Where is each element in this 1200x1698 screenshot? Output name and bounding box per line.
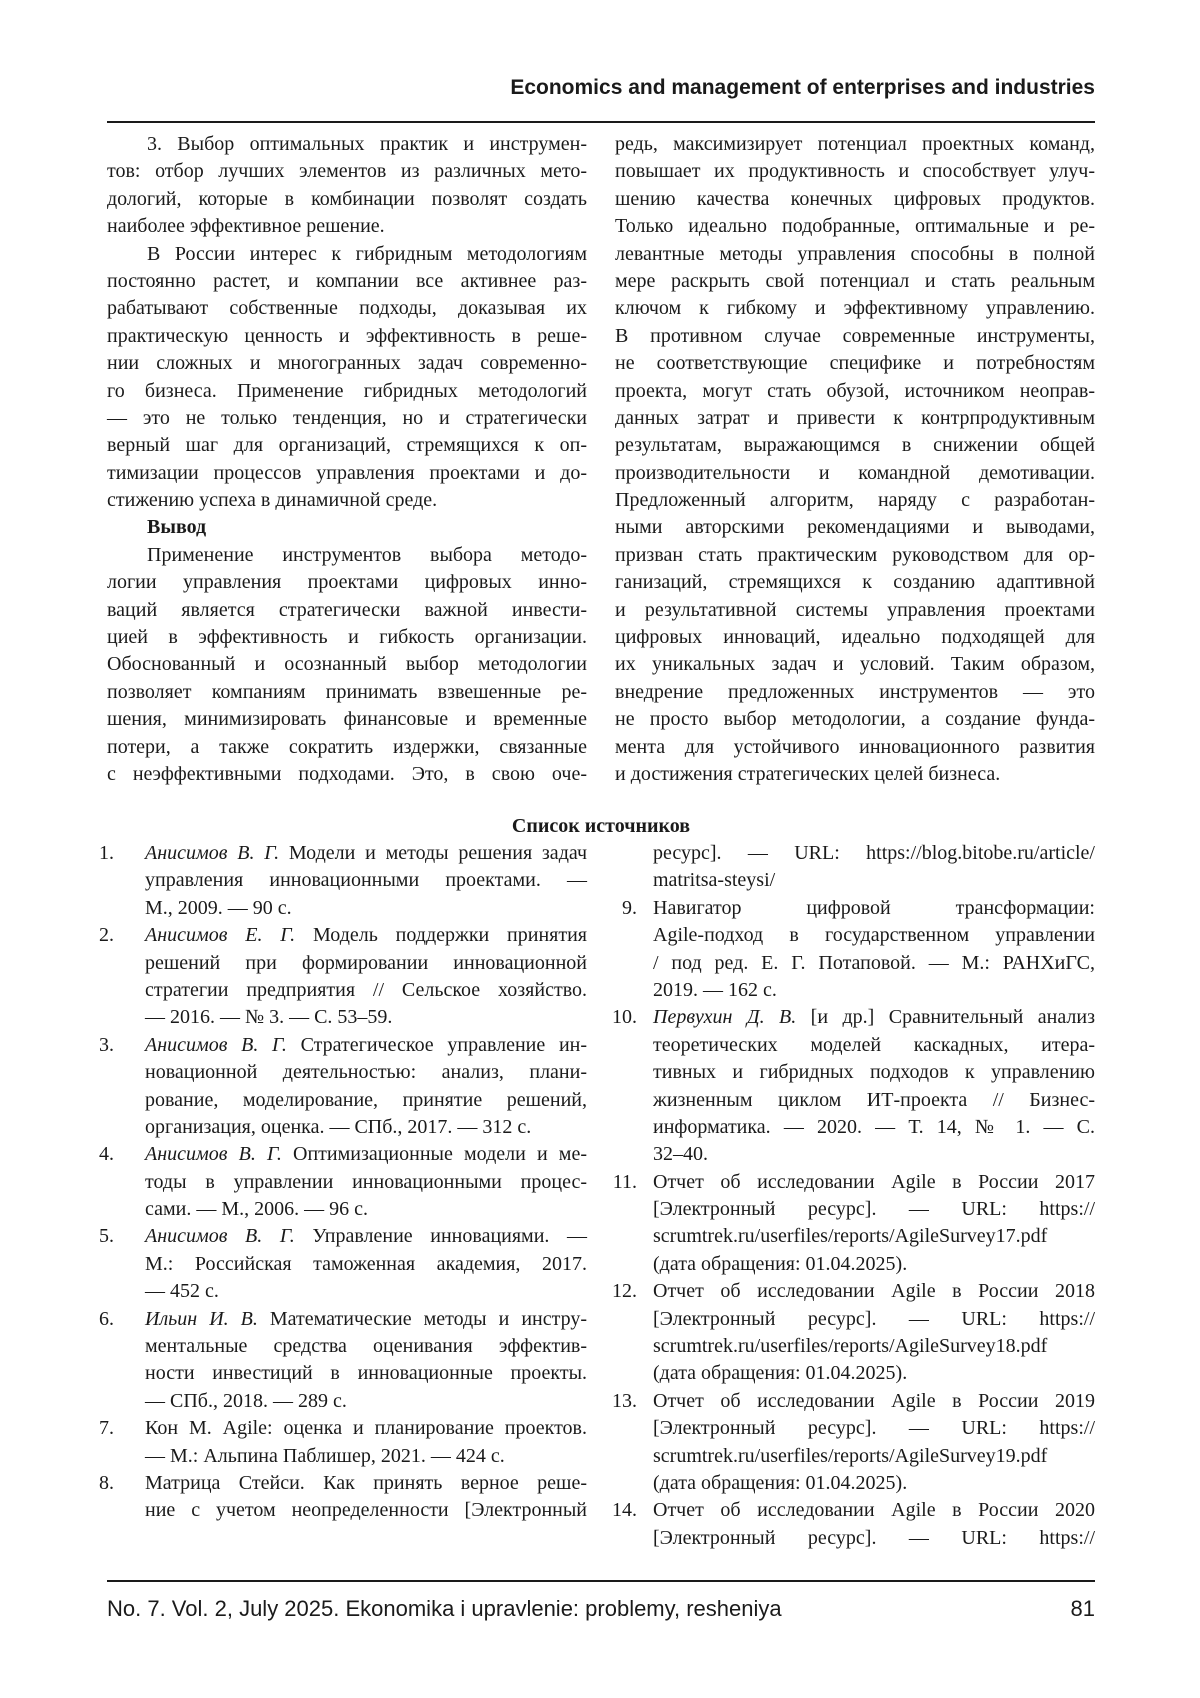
reference-line: стратегии предприятия // Сельское хозяйство. xyxy=(145,978,587,1001)
reference-line: жизненным циклом ИТ-проекта // Бизнес- xyxy=(653,1088,1095,1111)
text-line: цифровых инноваций, идеально подходящей для xyxy=(615,626,1095,649)
text-line: дологий, которые в комбинации позволят создать xyxy=(107,187,587,210)
footer-rule xyxy=(107,1580,1095,1582)
reference-number: 11. xyxy=(612,1170,637,1193)
reference-line: [Электронный ресурс]. — URL: https:// xyxy=(653,1526,1095,1549)
text-line: В России интерес к гибридным методологиям xyxy=(147,242,587,265)
text-line: внедрение предложенных инструментов — это xyxy=(615,680,1095,703)
reference-line xyxy=(145,1223,587,1250)
text-line: редь, максимизирует потенциал проектных команд, xyxy=(615,133,1095,155)
paragraph xyxy=(107,542,587,789)
reference-number: 8. xyxy=(99,1471,114,1494)
text-line: шению качества конечных цифровых продуктов. xyxy=(615,187,1095,210)
reference-line: организация, оценка. — СПб., 2017. — 312 с. xyxy=(145,1115,532,1138)
reference-line: [Электронный ресурс]. — URL: https:// xyxy=(653,1307,1095,1330)
text-line: тимизации процессов управления проектами и до- xyxy=(107,461,587,484)
text-line: стижению успеха в динамичной среде. xyxy=(107,489,438,512)
text-line: не соответствующие специфике и потребностям xyxy=(615,352,1095,375)
reference-number: 5. xyxy=(99,1225,114,1248)
reference-item xyxy=(612,1278,1095,1388)
reference-number: 9. xyxy=(622,896,637,919)
text-line: нии сложных и многогранных задач современно- xyxy=(107,352,587,375)
reference-item xyxy=(99,1470,587,1525)
text-line: и результативной системы управления проектами xyxy=(615,598,1095,621)
text-line: постоянно растет, и компании все активнее раз- xyxy=(107,269,587,292)
text-line: верный шаг для организаций, стремящихся к оп- xyxy=(107,434,587,457)
reference-text: Управление инновациями. — xyxy=(312,1225,588,1248)
text-line: позволяет компаниям принимать взвешенные ре- xyxy=(107,680,587,703)
reference-line: — СПб., 2018. — 289 с. xyxy=(145,1389,347,1412)
reference-number: 10. xyxy=(612,1006,637,1029)
reference-line: тоды в управлении инновационными процес- xyxy=(145,1170,587,1193)
reference-text: Модель поддержки принятия xyxy=(312,924,587,947)
header-rule xyxy=(107,121,1095,123)
section-heading: Вывод xyxy=(147,516,207,539)
reference-author: Анисимов В. Г. xyxy=(145,842,280,864)
reference-item xyxy=(612,1497,1095,1552)
reference-text: Модели и методы решения задач xyxy=(288,842,587,864)
text-line: проекта, могут стать обузой, источником неоправ- xyxy=(615,379,1095,402)
journal-citation: No. 7. Vol. 2, July 2025. Ekonomika i upravlenie: problemy, resheniya xyxy=(107,1596,782,1621)
text-line: ными авторскими рекомендациями и выводами, xyxy=(615,516,1095,539)
paragraph xyxy=(615,131,1095,788)
reference-line: matritsa-steysi/ xyxy=(653,869,776,892)
reference-item xyxy=(99,1223,588,1305)
reference-line xyxy=(145,1032,587,1059)
reference-line: / под ред. Е. Г. Потаповой. — М.: РАНХиГС, xyxy=(653,951,1095,974)
reference-line: 32–40. xyxy=(653,1143,708,1166)
reference-line: М., 2009. — 90 с. xyxy=(145,896,292,919)
reference-line: — 452 с. xyxy=(145,1280,219,1303)
body-column-left xyxy=(107,131,587,788)
text-line: производительности и командной демотивации. xyxy=(615,461,1095,484)
text-line: результатам, выражающимся в снижении общей xyxy=(615,434,1095,457)
text-line: наиболее эффективное решение. xyxy=(107,215,385,238)
text-line: ключом к гибкому и эффективному управлению. xyxy=(615,297,1095,320)
reference-number: 6. xyxy=(99,1307,114,1330)
reference-author: Анисимов В. Г. xyxy=(145,1033,287,1056)
reference-number: 1. xyxy=(99,842,114,864)
text-line: призван стать практическим руководством для ор- xyxy=(615,543,1095,566)
text-line: — это не только тенденция, но и стратегически xyxy=(107,406,587,429)
reference-line: scrumtrek.ru/userfiles/reports/AgileSurvey18.pdf xyxy=(653,1335,1048,1358)
reference-item xyxy=(612,1388,1095,1498)
reference-item xyxy=(615,840,1095,895)
reference-line: ние с учетом неопределенности [Электронный xyxy=(145,1499,587,1522)
reference-author: Анисимов В. Г. xyxy=(145,1225,295,1248)
page-number: 81 xyxy=(1070,1596,1095,1621)
reference-line: [Электронный ресурс]. — URL: https:// xyxy=(653,1417,1095,1440)
text-line: Только идеально подобранные, оптимальные и ре- xyxy=(615,215,1095,238)
text-line: Обоснованный и осознанный выбор методологии xyxy=(107,653,587,676)
text-line: В противном случае современные инструменты, xyxy=(615,324,1095,347)
reference-line: [Электронный ресурс]. — URL: https:// xyxy=(653,1198,1095,1221)
reference-line: управления инновационными проектами. — xyxy=(145,869,587,892)
reference-line: рование, моделирование, принятие решений, xyxy=(145,1088,587,1111)
reference-line xyxy=(653,1004,1095,1031)
reference-line: Навигатор цифровой трансформации: xyxy=(653,896,1095,919)
body-column-right xyxy=(615,131,1095,788)
reference-line: Отчет об исследовании Agile в России 2017 xyxy=(653,1170,1095,1193)
reference-line: 2019. — 162 с. xyxy=(653,978,777,1001)
text-line: тов: отбор лучших элементов из различных мето- xyxy=(107,160,587,183)
reference-line: ресурс]. — URL: https://blog.bitobe.ru/article/ xyxy=(653,842,1095,864)
reference-author: Анисимов В. Г. xyxy=(145,1143,282,1166)
text-line: ваций является стратегически важной инвести- xyxy=(107,598,587,621)
references-column-left xyxy=(99,840,588,1525)
paragraph xyxy=(107,131,587,241)
reference-line xyxy=(145,840,587,867)
reference-item xyxy=(99,1032,588,1142)
reference-line: scrumtrek.ru/userfiles/reports/AgileSurvey17.pdf xyxy=(653,1225,1048,1248)
text-line: шения, минимизировать финансовые и временные xyxy=(107,708,587,731)
reference-line: ности инвестиций в инновационные проекты. xyxy=(145,1362,587,1385)
reference-line: (дата обращения: 01.04.2025). xyxy=(653,1252,908,1275)
text-line: с неэффективными подходами. Это, в свою оче- xyxy=(107,762,587,785)
reference-line xyxy=(145,1141,587,1168)
reference-line xyxy=(145,922,587,949)
reference-item xyxy=(612,1004,1096,1168)
reference-author: Ильин И. В. xyxy=(145,1307,258,1330)
reference-line: М.: Российская таможенная академия, 2017. xyxy=(145,1252,587,1275)
reference-line xyxy=(145,1306,587,1333)
reference-item xyxy=(615,895,1095,1005)
reference-line: (дата обращения: 01.04.2025). xyxy=(653,1362,908,1385)
reference-text: Оптимизационные модели и ме- xyxy=(293,1143,587,1166)
text-line: ганизаций, стремящихся к созданию адаптивной xyxy=(615,571,1095,594)
text-line: логии управления проектами цифровых инно- xyxy=(107,571,587,594)
text-line: рабатывают собственные подходы, доказывая их xyxy=(107,297,587,320)
reference-number: 7. xyxy=(99,1417,114,1440)
text-line: повышает их продуктивность и способствует улуч- xyxy=(615,160,1095,183)
text-line: цией в эффективность и гибкость организации. xyxy=(107,626,587,649)
text-line: Предложенный алгоритм, наряду с разработан- xyxy=(615,489,1095,512)
reference-text: [и др.] Сравнительный анализ xyxy=(810,1006,1096,1029)
reference-number: 3. xyxy=(99,1033,114,1056)
text-line: 3. Выбор оптимальных практик и инструмен- xyxy=(147,133,587,155)
reference-line: тивных и гибридных подходов к управлению xyxy=(653,1061,1095,1084)
text-line: Применение инструментов выбора методо- xyxy=(147,543,587,566)
text-line: потери, а также сократить издержки, связанные xyxy=(107,735,587,758)
page-footer xyxy=(107,1596,1095,1622)
text-line: го бизнеса. Применение гибридных методологий xyxy=(107,379,587,402)
reference-author: Первухин Д. В. xyxy=(653,1006,797,1029)
reference-line: (дата обращения: 01.04.2025). xyxy=(653,1471,908,1494)
references-column-right xyxy=(612,840,1096,1552)
reference-text: Математические методы и инстру- xyxy=(269,1307,587,1330)
reference-item xyxy=(99,922,587,1032)
reference-line: информатика. — 2020. — Т. 14, № 1. — С. xyxy=(653,1115,1095,1138)
reference-line: — 2016. — № 3. — С. 53–59. xyxy=(145,1006,393,1029)
reference-line: сами. — М., 2006. — 96 с. xyxy=(145,1198,369,1221)
reference-item xyxy=(99,1415,587,1470)
reference-line: Кон М. Agile: оценка и планирование проектов. xyxy=(145,1417,587,1440)
running-head-title: Economics and management of enterprises and industries xyxy=(510,76,1095,99)
reference-item xyxy=(99,1306,587,1416)
references-title: Список источников xyxy=(511,815,691,837)
reference-author: Анисимов Е. Г. xyxy=(145,924,296,947)
text-line: практическую ценность и эффективность в реше- xyxy=(107,324,587,347)
paragraph xyxy=(107,241,587,515)
reference-text: Стратегическое управление ин- xyxy=(300,1033,588,1056)
text-line: их уникальных задач и условий. Таким образом, xyxy=(615,653,1095,676)
reference-line: решений при формировании инновационной xyxy=(145,951,587,974)
text-line: не просто выбор методологии, а создание фунда- xyxy=(615,708,1095,731)
text-line: левантные методы управления способны в полной xyxy=(615,242,1095,265)
reference-line: Отчет об исследовании Agile в России 2019 xyxy=(653,1389,1095,1412)
reference-line: Матрица Стейси. Как принять верное реше- xyxy=(145,1471,587,1494)
reference-number: 13. xyxy=(612,1389,637,1412)
text-line: данных затрат и привести к контрпродуктивным xyxy=(615,406,1095,429)
text-line: мента для устойчивого инновационного развития xyxy=(615,735,1095,758)
reference-number: 14. xyxy=(612,1499,637,1522)
reference-number: 12. xyxy=(612,1280,637,1303)
text-line: мере раскрыть свой потенциал и стать реальным xyxy=(615,269,1095,292)
reference-line: новационной деятельностью: анализ, плани- xyxy=(145,1061,587,1084)
reference-item xyxy=(99,1141,587,1223)
text-line: и достижения стратегических целей бизнеса. xyxy=(615,762,1001,785)
reference-line: Отчет об исследовании Agile в России 2020 xyxy=(653,1499,1095,1522)
reference-line: — М.: Альпина Паблишер, 2021. — 424 с. xyxy=(145,1444,505,1467)
reference-number: 2. xyxy=(99,924,114,947)
reference-number: 4. xyxy=(99,1143,114,1166)
reference-line: Agile-подход в государственном управлении xyxy=(653,924,1095,947)
reference-line: scrumtrek.ru/userfiles/reports/AgileSurvey19.pdf xyxy=(653,1444,1048,1467)
reference-item xyxy=(612,1169,1095,1279)
reference-line: ментальные средства оценивания эффектив- xyxy=(145,1335,587,1358)
reference-item xyxy=(99,840,587,922)
reference-line: теоретических моделей каскадных, итера- xyxy=(653,1033,1095,1056)
reference-line: Отчет об исследовании Agile в России 2018 xyxy=(653,1280,1095,1303)
